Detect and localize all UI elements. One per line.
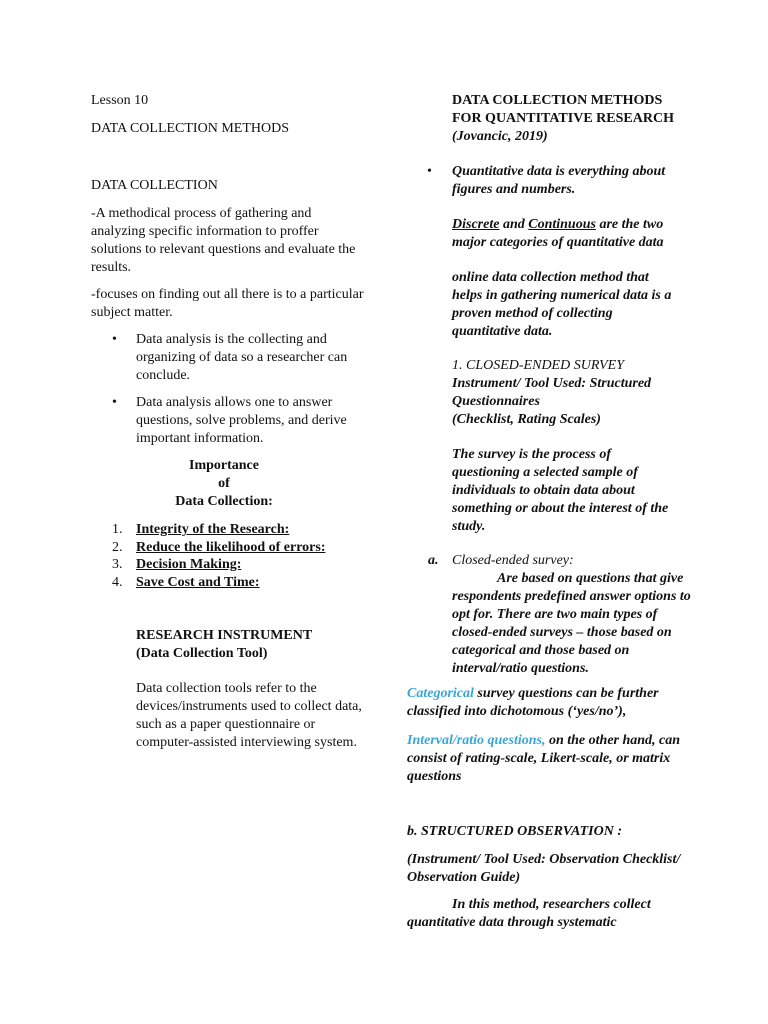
- instrument-subtitle: (Data Collection Tool): [136, 646, 268, 661]
- observation-text: In this method, researchers collect quantitative data through systematic: [407, 897, 651, 930]
- importance-list: [112, 521, 372, 591]
- categorical-text: Categorical survey questions can be further classified into dichotomous (‘yes/no’),: [407, 686, 659, 719]
- right-heading-line1: DATA COLLECTION METHODS: [452, 93, 663, 108]
- checklist-label: (Checklist, Rating Scales): [452, 412, 601, 427]
- bullet-icon: •: [112, 395, 117, 410]
- survey-text: The survey is the process of questioning a selected sample of individuals to obtain data about something or about the interest of the study.: [452, 447, 669, 534]
- item-a-title: Closed-ended survey:: [452, 553, 574, 568]
- citation: (Jovancic, 2019): [452, 129, 548, 144]
- list-item: 1. Integrity of the Research:: [112, 522, 290, 537]
- section-title: DATA COLLECTION: [91, 178, 218, 193]
- discrete-continuous-text: Discrete and Continuous are the two major categories of quantitative data: [452, 217, 664, 250]
- online-method-text: online data collection method that helps in gathering numerical data is a proven method of collecting quantitative data.: [452, 270, 672, 339]
- bullet-text: Data analysis allows one to answer questions, solve problems, and derive important information.: [136, 395, 347, 446]
- list-item: 3. Decision Making:: [112, 557, 242, 572]
- instrument-title: RESEARCH INSTRUMENT: [136, 628, 313, 643]
- lesson-label: Lesson 10: [91, 93, 149, 108]
- definition-1: -A methodical process of gathering and analyzing specific information to proffer solutions to relevant questions and evaluate the results.: [91, 206, 356, 275]
- instrument-used: Instrument/ Tool Used: Structured Questionnaires: [452, 376, 652, 409]
- list-item: 4. Save Cost and Time:: [112, 574, 260, 590]
- interval-text: Interval/ratio questions, on the other hand, can consist of rating-scale, Likert-scale, or matrix questions: [407, 733, 681, 784]
- closed-ended-title: 1. CLOSED-ENDED SURVEY: [452, 358, 625, 373]
- item-a-label: a.: [428, 553, 439, 568]
- bullet-icon: •: [112, 332, 117, 347]
- item-a-text: Are based on questions that give respondents predefined answer options to opt for. There are two main types of closed-ended surveys – those based on categorical and those based on interval/ratio questions.: [452, 571, 691, 676]
- right-heading-line2: FOR QUANTITATIVE RESEARCH: [452, 111, 674, 126]
- bullet-text: Data analysis is the collecting and organizing of data so a researcher can conclude.: [136, 332, 348, 383]
- page-title: DATA COLLECTION METHODS: [91, 121, 289, 136]
- bullet-icon: •: [427, 164, 432, 179]
- observation-instrument: (Instrument/ Tool Used: Observation Checklist/ Observation Guide): [407, 852, 681, 885]
- structured-observation-title: b. STRUCTURED OBSERVATION :: [407, 824, 622, 839]
- definition-2: -focuses on finding out all there is to a particular subject matter.: [91, 287, 364, 320]
- quantitative-bullet: Quantitative data is everything about figures and numbers.: [452, 164, 666, 197]
- importance-heading: Importance of Data Collection:: [175, 458, 273, 509]
- instrument-text: Data collection tools refer to the devices/instruments used to collect data, such as a paper questionnaire or computer-assisted interviewing system.: [136, 681, 362, 750]
- list-item: 2. Reduce the likelihood of errors:: [112, 539, 326, 555]
